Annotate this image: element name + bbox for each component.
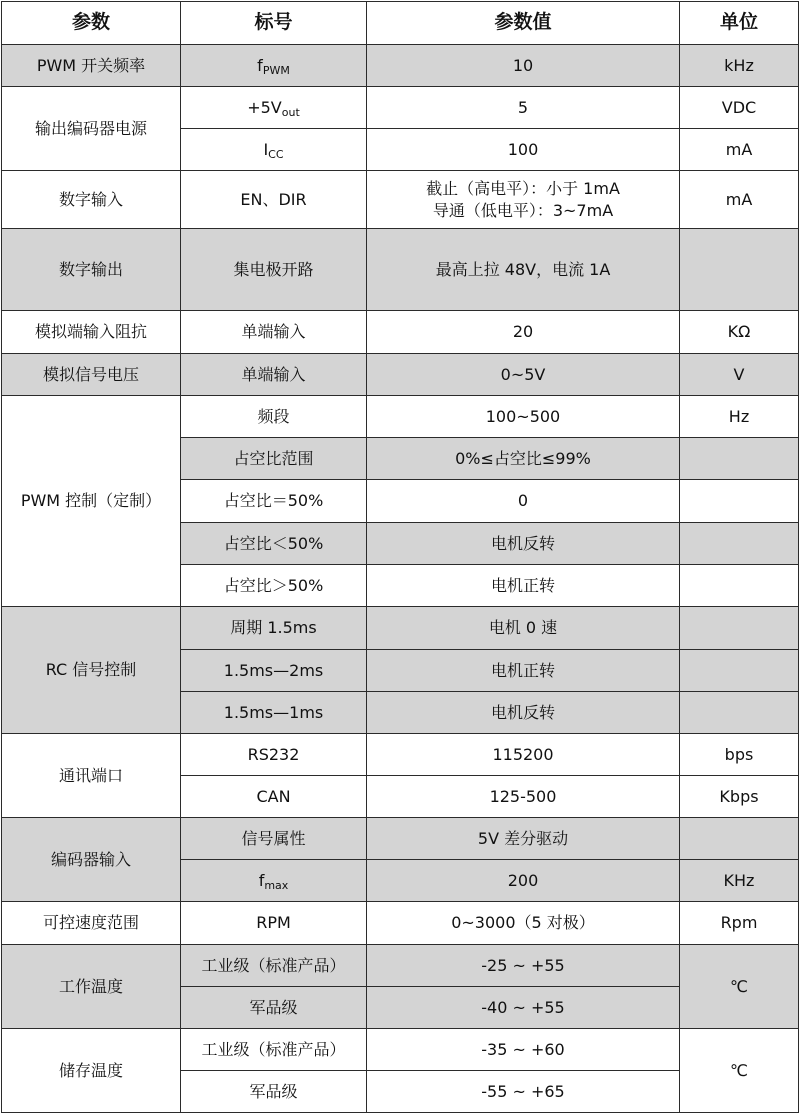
symbol-cell: 周期 1.5ms: [181, 607, 367, 650]
param-cell: 工作温度: [2, 945, 181, 1029]
symbol-cell: [181, 860, 367, 902]
value-cell: 0: [367, 480, 680, 523]
symbol-cell: [181, 129, 367, 171]
unit-cell: [680, 438, 799, 480]
param-cell: PWM 控制（定制）: [2, 396, 181, 607]
table-row: [2, 311, 799, 354]
unit-cell: ℃: [680, 1029, 799, 1113]
header-value: 参数值: [367, 2, 680, 45]
param-cell: 通讯端口: [2, 734, 181, 818]
value-cell: 115200: [367, 734, 680, 776]
param-cell: 模拟信号电压: [2, 354, 181, 396]
table-row: [2, 902, 799, 945]
symbol-cell: 单端输入: [181, 311, 367, 354]
param-cell: 输出编码器电源: [2, 87, 181, 171]
value-cell: 200: [367, 860, 680, 902]
value-cell: 5: [367, 87, 680, 129]
value-cell: 5V 差分驱动: [367, 818, 680, 860]
symbol-cell: 军品级: [181, 1071, 367, 1113]
symbol-cell: RS232: [181, 734, 367, 776]
unit-cell: Kbps: [680, 776, 799, 818]
value-cell: 电机反转: [367, 692, 680, 734]
value-cell: 10: [367, 45, 680, 87]
value-cell: 电机正转: [367, 565, 680, 607]
param-cell: RC 信号控制: [2, 607, 181, 734]
symbol-subscript: PWM: [262, 63, 290, 77]
param-cell: 编码器输入: [2, 818, 181, 902]
unit-cell: [680, 818, 799, 860]
symbol-cell: 占空比范围: [181, 438, 367, 480]
symbol-cell: 频段: [181, 396, 367, 438]
unit-cell: [680, 480, 799, 523]
value-cell: -25 ~ +55: [367, 945, 680, 987]
symbol-subscript: out: [281, 105, 300, 119]
symbol-cell: [181, 87, 367, 129]
header-symbol: 标号: [181, 2, 367, 45]
header-unit: 单位: [680, 2, 799, 45]
value-cell: 0%≤占空比≤99%: [367, 438, 680, 480]
header-param: 参数: [2, 2, 181, 45]
value-cell: -40 ~ +55: [367, 987, 680, 1029]
unit-cell: mA: [680, 129, 799, 171]
value-cell: 电机正转: [367, 650, 680, 692]
unit-cell: kHz: [680, 45, 799, 87]
value-cell: 电机 0 速: [367, 607, 680, 650]
unit-cell: KΩ: [680, 311, 799, 354]
table-row: [2, 607, 799, 650]
unit-cell: VDC: [680, 87, 799, 129]
value-cell: 0~5V: [367, 354, 680, 396]
value-cell: 100: [367, 129, 680, 171]
param-cell: 储存温度: [2, 1029, 181, 1113]
unit-cell: [680, 565, 799, 607]
unit-cell: bps: [680, 734, 799, 776]
symbol-cell: 信号属性: [181, 818, 367, 860]
table-row: [2, 229, 799, 311]
table-row: [2, 171, 799, 229]
symbol-base: +5V: [247, 97, 282, 117]
symbol-subscript: max: [264, 878, 289, 892]
symbol-cell: RPM: [181, 902, 367, 945]
value-cell: 电机反转: [367, 523, 680, 565]
symbol-cell: 工业级（标准产品）: [181, 1029, 367, 1071]
value-cell: 125-500: [367, 776, 680, 818]
table-row: [2, 396, 799, 438]
symbol-subscript: CC: [268, 147, 284, 161]
value-cell: 截止（高电平）：小于 1mA 导通（低电平）：3~7mA: [367, 171, 680, 229]
unit-cell: V: [680, 354, 799, 396]
table-row: [2, 945, 799, 987]
symbol-base: I: [263, 139, 269, 159]
symbol-base: f: [257, 55, 263, 75]
table-row: [2, 354, 799, 396]
unit-cell: [680, 692, 799, 734]
unit-cell: mA: [680, 171, 799, 229]
value-cell: 最高上拉 48V，电流 1A: [367, 229, 680, 311]
symbol-cell: 工业级（标准产品）: [181, 945, 367, 987]
symbol-cell: 占空比＞50%: [181, 565, 367, 607]
symbol-base: f: [258, 870, 265, 890]
unit-cell: [680, 229, 799, 311]
spec-table: [1, 1, 799, 1113]
table-row: [2, 45, 799, 87]
symbol-cell: [181, 45, 367, 87]
value-cell: -35 ~ +60: [367, 1029, 680, 1071]
param-cell: 可控速度范围: [2, 902, 181, 945]
value-cell: 100~500: [367, 396, 680, 438]
table-row: [2, 818, 799, 860]
param-cell: PWM 开关频率: [2, 45, 181, 87]
unit-cell: Hz: [680, 396, 799, 438]
unit-cell: [680, 650, 799, 692]
unit-cell: ℃: [680, 945, 799, 1029]
symbol-cell: 单端输入: [181, 354, 367, 396]
param-cell: 数字输入: [2, 171, 181, 229]
table-row: [2, 87, 799, 129]
table-row: [2, 1029, 799, 1071]
symbol-cell: CAN: [181, 776, 367, 818]
param-cell: 数字输出: [2, 229, 181, 311]
unit-cell: Rpm: [680, 902, 799, 945]
symbol-cell: 占空比＝50%: [181, 480, 367, 523]
unit-cell: [680, 523, 799, 565]
value-cell: 20: [367, 311, 680, 354]
unit-cell: [680, 607, 799, 650]
symbol-cell: 占空比＜50%: [181, 523, 367, 565]
header-row: [2, 2, 799, 45]
value-cell: 0~3000（5 对极）: [367, 902, 680, 945]
symbol-cell: 1.5ms—1ms: [181, 692, 367, 734]
symbol-cell: EN、DIR: [181, 171, 367, 229]
unit-cell: KHz: [680, 860, 799, 902]
value-cell: -55 ~ +65: [367, 1071, 680, 1113]
symbol-cell: 1.5ms—2ms: [181, 650, 367, 692]
param-cell: 模拟端输入阻抗: [2, 311, 181, 354]
symbol-cell: 军品级: [181, 987, 367, 1029]
table-row: [2, 734, 799, 776]
symbol-cell: 集电极开路: [181, 229, 367, 311]
